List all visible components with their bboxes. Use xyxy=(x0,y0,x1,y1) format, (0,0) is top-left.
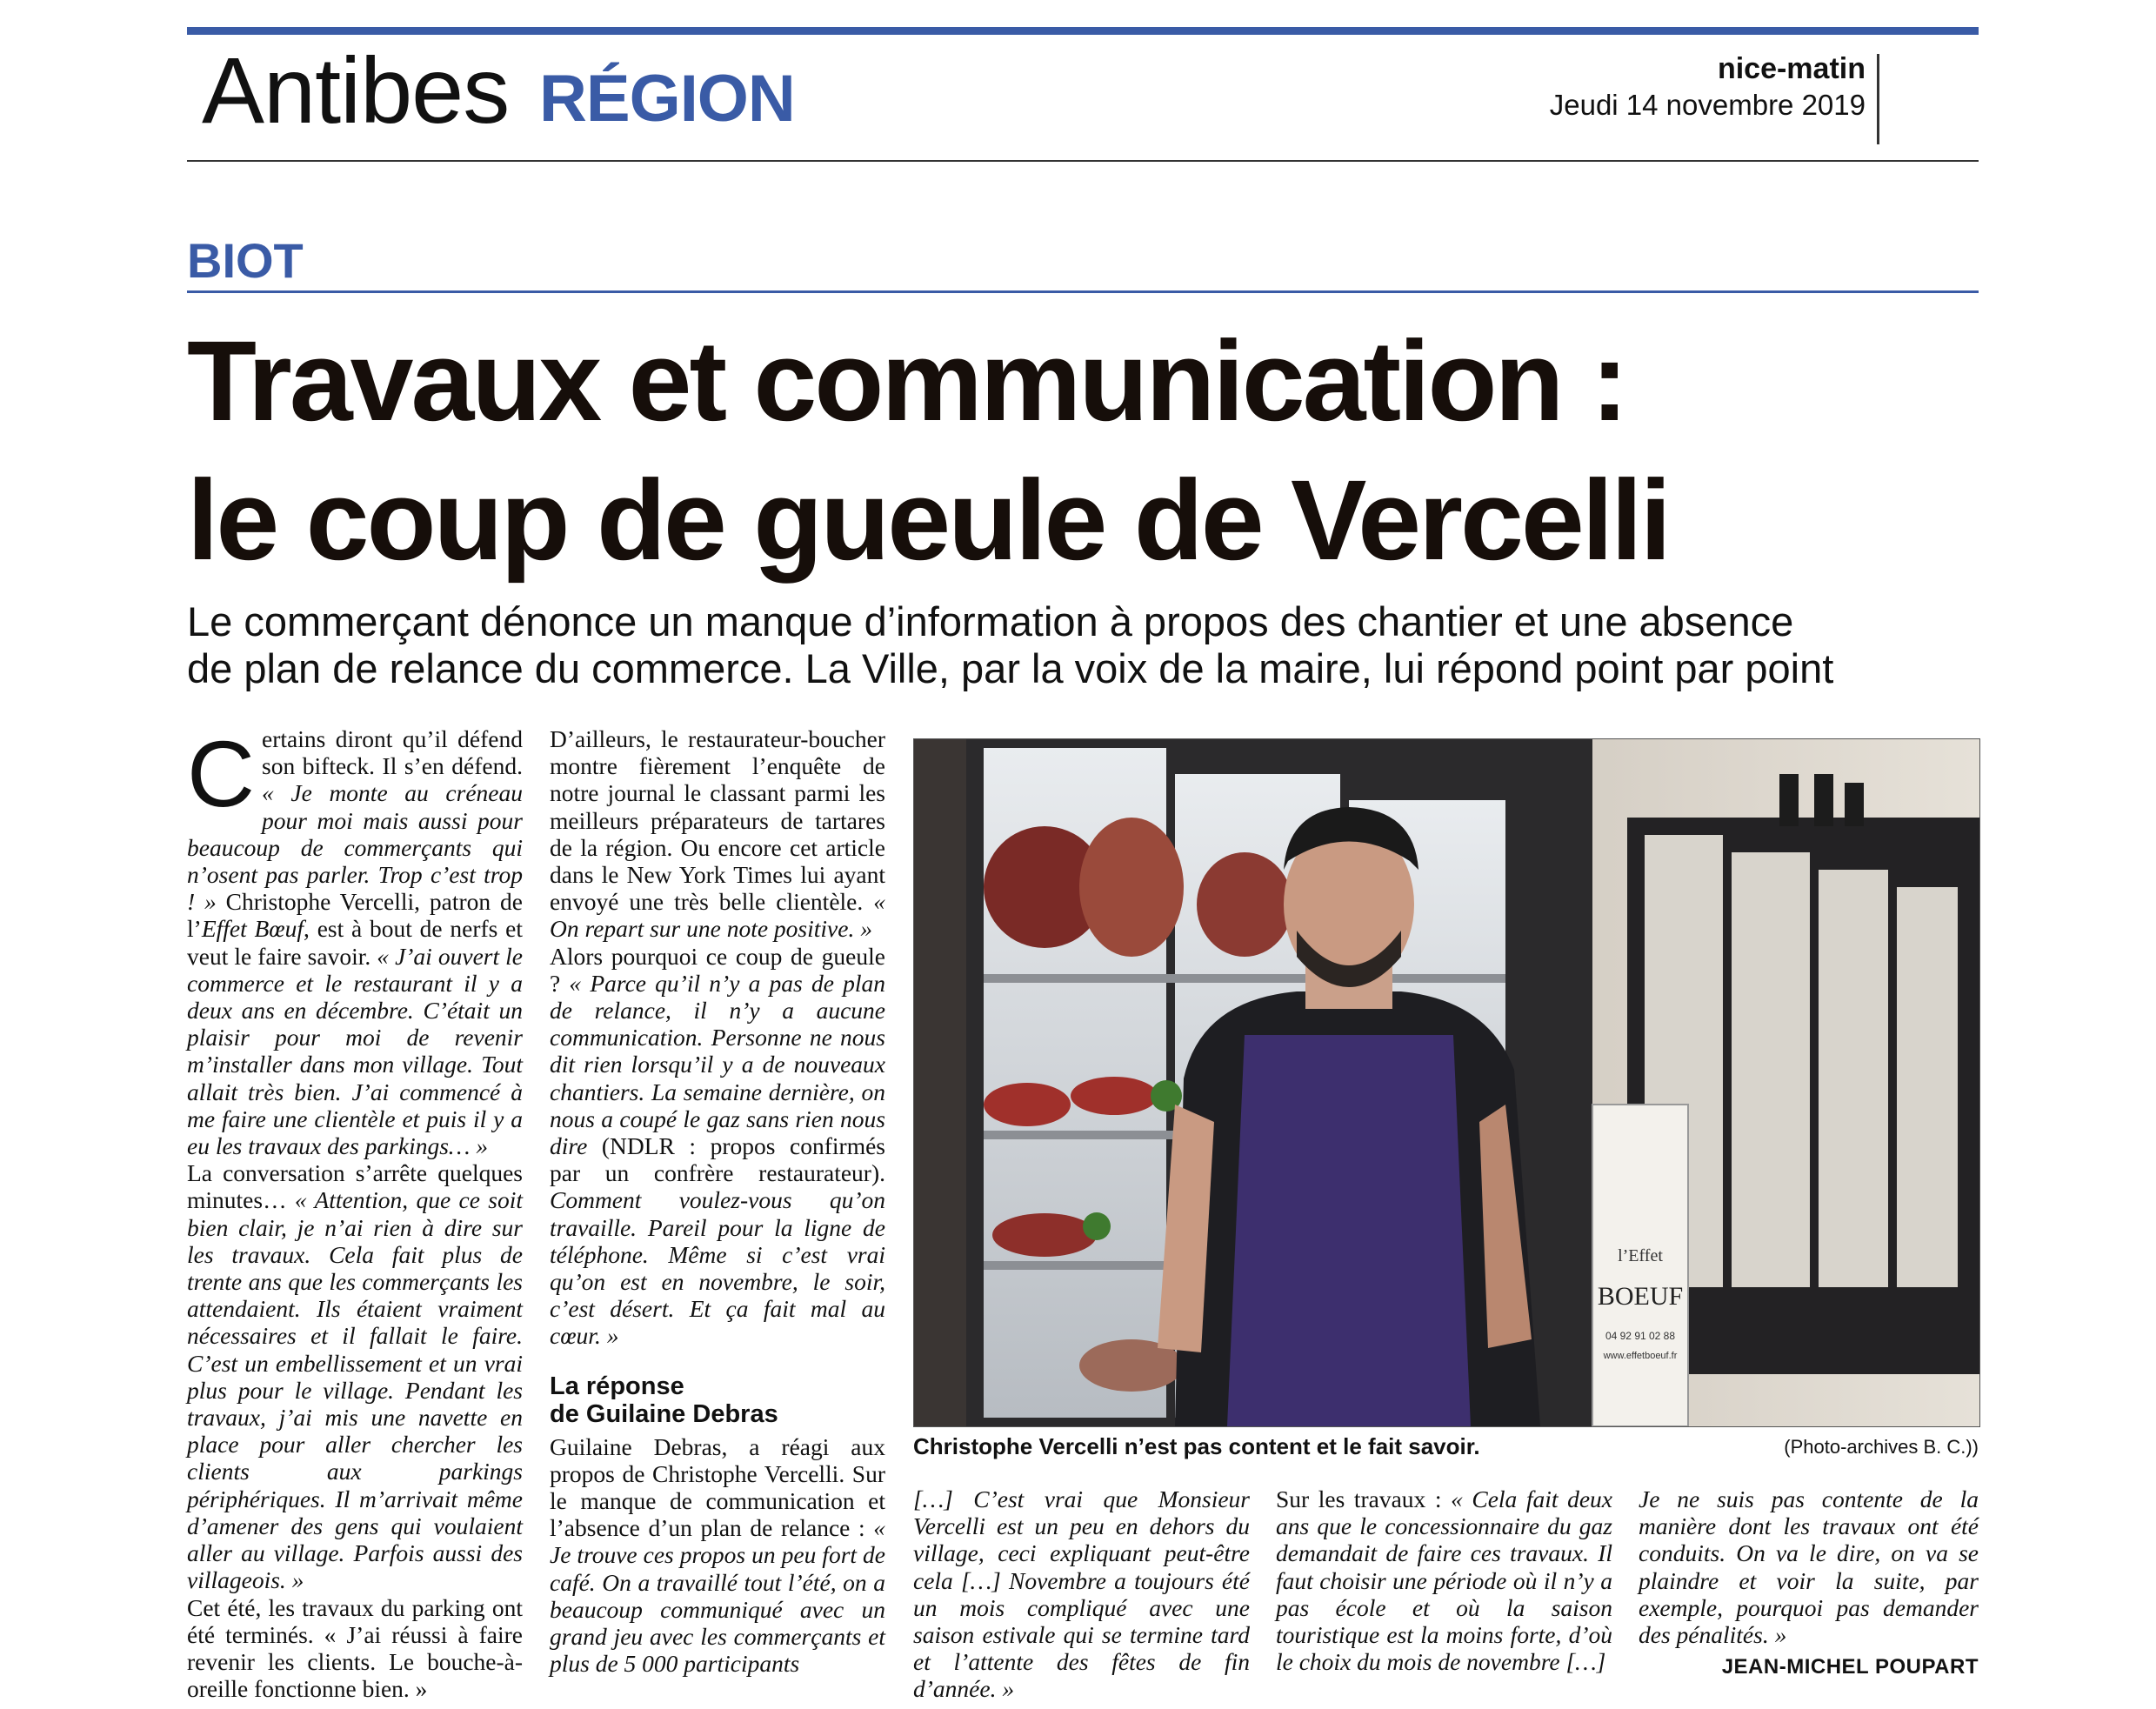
text: (NDLR : propos confirmés par un confrère restaurateur). xyxy=(550,1132,885,1187)
drop-cap: C xyxy=(187,721,255,826)
top-color-rule xyxy=(187,27,1979,35)
quote: Comment voulez-vous qu’on travaille. Pareil pour la ligne de téléphone. Même si c’est vrai qu’on est en novembre, le soir, c’est désert. Et ça fait mal au cœur. » xyxy=(550,1186,885,1350)
standfirst-line-2: de plan de relance du commerce. La Ville, par la voix de la maire, lui répond point par point xyxy=(187,645,1834,691)
headline-line-1: Travaux et communication : xyxy=(187,317,1626,444)
text: Alors pourquoi ce coup de gueule ? xyxy=(550,942,885,997)
sign-website: www.effetboeuf.fr xyxy=(1603,1351,1678,1361)
paragraph xyxy=(550,943,885,1350)
article-column-2 xyxy=(550,725,885,1678)
article-column-4 xyxy=(1276,1485,1612,1675)
author-byline: JEAN-MICHEL POUPART xyxy=(1721,1655,1979,1679)
quote: « Je monte au créneau pour moi mais aussi pour beaucoup de commerçants qui n’osent pas parler. Trop c’est trop ! » xyxy=(187,779,523,916)
text: , est à bout de nerfs et veut le faire savoir. xyxy=(187,915,523,970)
sign-text: l’Effet xyxy=(1618,1246,1663,1265)
article-column-5 xyxy=(1639,1485,1979,1680)
quote: « On repart sur une note positive. » xyxy=(550,888,885,943)
quote: […] C’est vrai que Monsieur Vercelli est un peu en dehors du village, ceci expliquant peut-être cela […] Novembre a toujours été un mois compliqué avec une saison estivale qui se termine tard et l’attente des fêtes de fin d’année. » xyxy=(913,1485,1250,1703)
subhead-line-1: La réponse xyxy=(550,1372,684,1400)
article-subhead xyxy=(550,1372,885,1428)
article-column-1 xyxy=(187,721,523,1703)
paragraph xyxy=(187,1159,523,1593)
photo-credit: (Photo-archives B. C.)) xyxy=(1784,1436,1979,1458)
publication-date: Jeudi 14 novembre 2019 xyxy=(1549,89,1866,121)
sign-brand: BOEUF xyxy=(1597,1282,1684,1311)
sign-phone: 04 92 91 02 88 xyxy=(1605,1330,1676,1342)
kicker-rule xyxy=(187,290,1979,293)
page-section-label: RÉGION xyxy=(539,62,795,136)
paragraph xyxy=(1276,1485,1612,1675)
headline-line-2: le coup de gueule de Vercelli xyxy=(187,456,1669,584)
text: Christophe Vercelli, patron de l’ xyxy=(187,888,523,943)
article-standfirst xyxy=(187,598,1979,692)
quote: Je ne suis pas contente de la manière dont les travaux ont été conduits. On va le dire, on va se plaindre et voir la suite, par exemple, pourquoi pas demander des pénalités. » xyxy=(1639,1485,1979,1649)
article-photo xyxy=(913,738,1980,1427)
quote: « Parce qu’il n’y a pas de plan de relance, il n’y a aucune communication. Personne ne nous dit rien lorsqu’il y a de nouveaux chantiers. La semaine dernière, on nous a coupé le gaz sans rien nous dire xyxy=(550,969,885,1160)
standfirst-line-1: Le commerçant dénonce un manque d’information à propos des chantier et une absence xyxy=(187,598,1794,644)
header-rule xyxy=(187,160,1979,162)
article-kicker: BIOT xyxy=(187,233,304,288)
newspaper-name: nice-matin xyxy=(1717,52,1866,85)
paragraph xyxy=(550,1433,885,1678)
article-column-3 xyxy=(913,1485,1250,1703)
quote: « Je trouve ces propos un peu fort de café. On a travaillé tout l’été, on a beaucoup communiqué avec un grand jeu avec les commerçants et plus de 5 000 participants xyxy=(550,1514,885,1678)
business-name: Effet Bœuf xyxy=(201,915,304,943)
text: Guilaine Debras, a réagi aux propos de Christophe Vercelli. Sur le manque de communication et l’absence d’un plan de relance : xyxy=(550,1432,885,1542)
paragraph xyxy=(913,1485,1250,1703)
text: Sur les travaux : xyxy=(1276,1485,1452,1512)
paragraph xyxy=(1639,1485,1979,1648)
article-headline xyxy=(187,311,1979,590)
paragraph: Cet été, les travaux du parking ont été terminés. « J’ai réussi à faire revenir les clients. Le bouche-à-oreille fonctionne bien. » xyxy=(187,1593,523,1703)
butcher-shop-illustration xyxy=(914,739,1979,1426)
quote: « Attention, que ce soit bien clair, je n’ai rien à dire sur les travaux. Cela fait plus de trente ans que les commerçants les attendaient. Ils étaient vraiment nécessaires et il fallait le faire. C’est un embellissement et un vrai plus pour le village. Pendant les travaux, j’ai mis une navette en place pour aller chercher les clients aux parkings périphériques. Il m’arrivait même d’amener des gens qui voulaient aller au village. Parfois aussi des villageois. » xyxy=(187,1186,523,1594)
quote: « Cela fait deux ans que le concessionnaire du gaz demandait de faire ces travaux. Il faut choisir une période où il n’y a pas école et où la saison touristique est la moins forte, d’où le choix du mois de novembre […] xyxy=(1276,1485,1612,1676)
header-separator xyxy=(1877,54,1879,144)
photo-caption: Christophe Vercelli n’est pas content et le fait savoir. xyxy=(913,1433,1480,1459)
text: La conversation s’arrête quelques minutes… xyxy=(187,1159,523,1214)
page-city-title: Antibes xyxy=(202,37,510,143)
paragraph xyxy=(187,721,523,1160)
quote: « J’ai ouvert le commerce et le restaurant il y a deux ans en décembre. C’était un plaisir pour moi de revenir m’installer dans mon village. Tout allait très bien. J’ai commencé à me faire une clientèle et puis il y a eu les travaux des parkings… » xyxy=(187,942,523,1160)
text: ertains diront qu’il défend son bifteck. Il s’en défend. xyxy=(262,725,523,780)
subhead-line-2: de Guilaine Debras xyxy=(550,1399,778,1428)
paragraph xyxy=(550,725,885,943)
text: D’ailleurs, le restaurateur-boucher montre fièrement l’enquête de notre journal le classant parmi les meilleurs préparateurs de tartares de la région. Ou encore cet article dans le New York Times lui ayant envoyé une très belle clientèle. xyxy=(550,725,885,916)
